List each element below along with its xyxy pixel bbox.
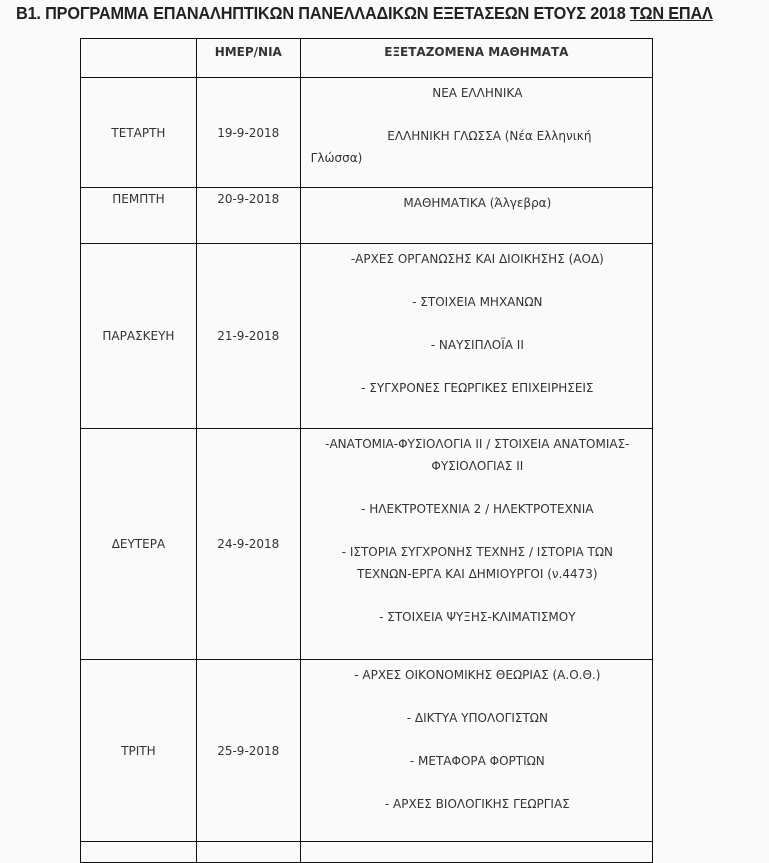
table-row-partial	[81, 842, 653, 863]
subject-item: -ΑΡΧΕΣ ΟΡΓΑΝΩΣΗΣ ΚΑΙ ΔΙΟΙΚΗΣΗΣ (ΑΟΔ)	[350, 252, 604, 266]
title-text: Β1. ΠΡΟΓΡΑΜΜΑ ΕΠΑΝΑΛΗΠΤΙΚΩΝ ΠΑΝΕΛΛΑΔΙΚΩΝ ΕΞΕΤΑΣΕΩΝ ΕΤΟΥΣ 2018	[16, 3, 631, 23]
subject-item: - ΜΕΤΑΦΟΡΑ ΦΟΡΤΙΩΝ	[409, 754, 545, 768]
subject-item: - ΑΡΧΕΣ ΟΙΚΟΝΟΜΙΚΗΣ ΘΕΩΡΙΑΣ (Α.Ο.Θ.)	[354, 668, 601, 682]
title-underlined-text: ΤΩΝ ΕΠΑΛ	[630, 3, 713, 23]
subject-item	[311, 125, 644, 169]
date-cell: 25-9-2018	[196, 660, 300, 842]
header-subjects: ΕΞΕΤΑΖΟΜΕΝΑ ΜΑΘΗΜΑΤΑ	[300, 39, 652, 78]
subject-item: ΜΑΘΗΜΑΤΙΚΑ (Άλγεβρα)	[403, 196, 552, 210]
subject-line: ΕΛΛΗΝΙΚΗ ΓΛΩΣΣΑ (Νέα Ελληνική	[387, 129, 592, 143]
subject-line-wrap: Γλώσσα)	[310, 151, 363, 165]
date-cell: 21-9-2018	[196, 244, 300, 429]
header-date: ΗΜΕΡ/ΝΙΑ	[196, 39, 300, 78]
subjects-cell	[300, 188, 652, 244]
subjects-cell	[300, 429, 652, 660]
table-row	[81, 78, 653, 188]
subject-item: - ΣΤΟΙΧΕΙΑ ΜΗΧΑΝΩΝ	[412, 295, 543, 309]
subject-item: - ΗΛΕΚΤΡΟΤΕΧΝΙΑ 2 / ΗΛΕΚΤΡΟΤΕΧΝΙΑ	[361, 502, 594, 516]
page-title	[16, 3, 713, 24]
subject-item: ΝΕΑ ΕΛΛΗΝΙΚΑ	[432, 86, 523, 100]
table-row	[81, 188, 653, 244]
subject-item: -ΑΝΑΤΟΜΙΑ-ΦΥΣΙΟΛΟΓΙΑ ΙΙ / ΣΤΟΙΧΕΙΑ ΑΝΑΤΟΜΙΑΣ-ΦΥΣΙΟΛΟΓΙΑΣ ΙΙ	[325, 437, 630, 473]
exam-schedule-table	[80, 38, 653, 863]
subject-item: - ΔΙΚΤΥΑ ΥΠΟΛΟΓΙΣΤΩΝ	[406, 711, 548, 725]
table-header-row	[81, 39, 653, 78]
subjects-cell	[300, 660, 652, 842]
day-cell: ΠΕΜΠΤΗ	[81, 188, 197, 244]
day-cell: ΔΕΥΤΕΡΑ	[81, 429, 197, 660]
date-cell: 24-9-2018	[196, 429, 300, 660]
subject-item: - ΝΑΥΣΙΠΛΟΪΑ ΙΙ	[430, 338, 524, 352]
subject-item: - ΣΥΓΧΡΟΝΕΣ ΓΕΩΡΓΙΚΕΣ ΕΠΙΧΕΙΡΗΣΕΙΣ	[361, 381, 594, 395]
day-cell: ΤΡΙΤΗ	[81, 660, 197, 842]
day-cell: ΠΑΡΑΣΚΕΥΗ	[81, 244, 197, 429]
day-cell	[81, 842, 197, 863]
subject-item: - ΑΡΧΕΣ ΒΙΟΛΟΓΙΚΗΣ ΓΕΩΡΓΙΑΣ	[384, 797, 570, 811]
subjects-cell	[300, 842, 652, 863]
date-cell	[196, 842, 300, 863]
table-row	[81, 429, 653, 660]
subject-item: - ΣΤΟΙΧΕΙΑ ΨΥΞΗΣ-ΚΛΙΜΑΤΙΣΜΟΥ	[379, 610, 576, 624]
table-row	[81, 244, 653, 429]
table-row	[81, 660, 653, 842]
subject-item: - ΙΣΤΟΡΙΑ ΣΥΓΧΡΟΝΗΣ ΤΕΧΝΗΣ / ΙΣΤΟΡΙΑ ΤΩΝ ΤΕΧΝΩΝ-ΕΡΓΑ ΚΑΙ ΔΗΜΙΟΥΡΓΟΙ (ν.4473)	[341, 545, 613, 581]
date-cell: 20-9-2018	[196, 188, 300, 244]
day-cell: ΤΕΤΑΡΤΗ	[81, 78, 197, 188]
date-cell: 19-9-2018	[196, 78, 300, 188]
subjects-cell	[300, 244, 652, 429]
header-day	[81, 39, 197, 78]
subjects-cell	[300, 78, 652, 188]
